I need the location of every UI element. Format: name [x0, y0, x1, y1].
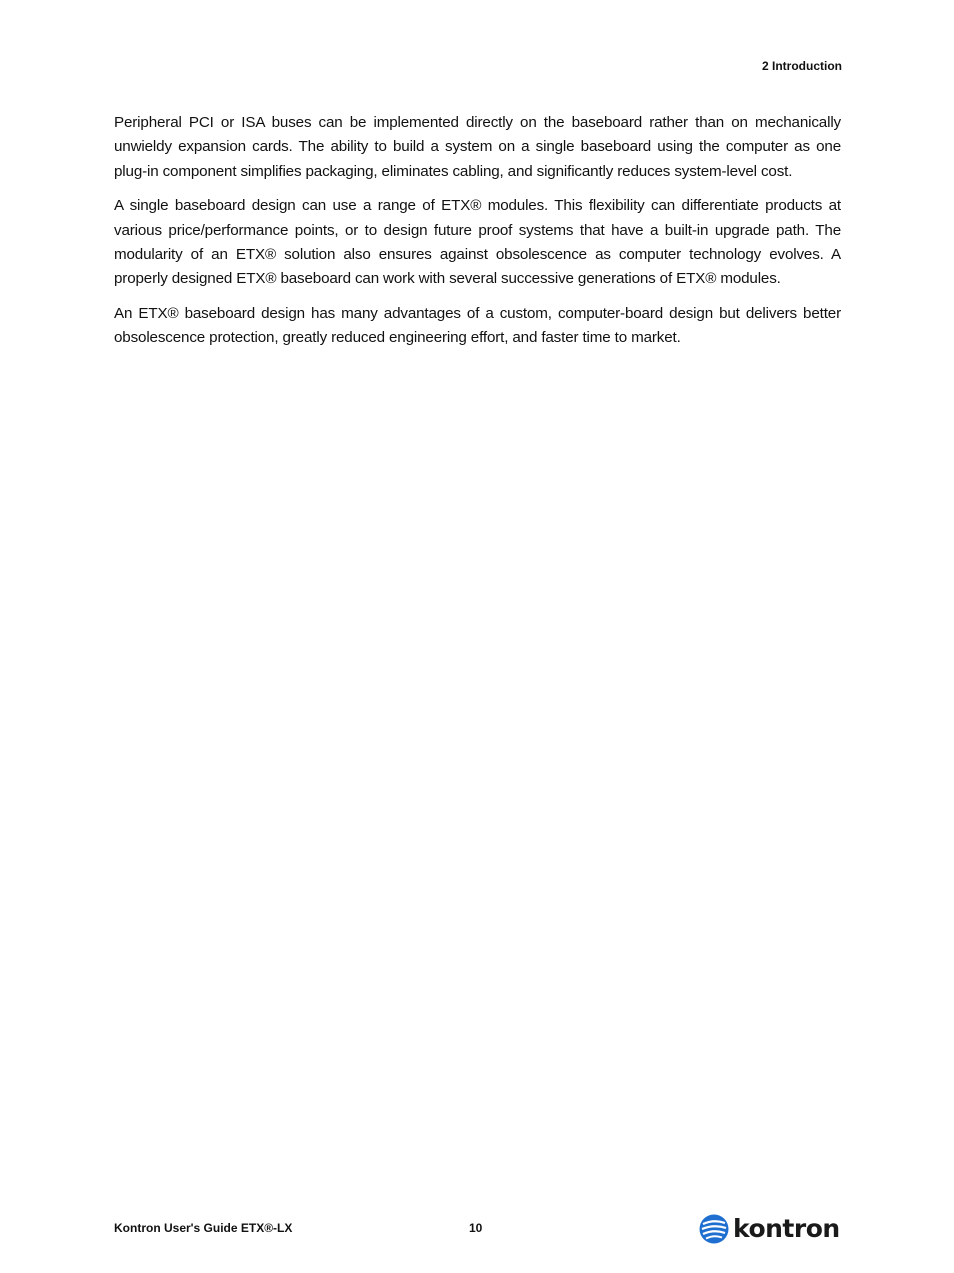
footer-guide-title: Kontron User's Guide ETX®-LX — [114, 1221, 293, 1235]
kontron-logo — [699, 1213, 840, 1245]
kontron-logo-icon — [699, 1214, 729, 1244]
page-header-section: 2 Introduction — [762, 59, 842, 73]
body-content — [114, 111, 841, 361]
kontron-logo-wordmark: kontron — [733, 1214, 840, 1243]
paragraph-2: A single baseboard design can use a range of ETX® modules. This flexibility can differentiate products at various price/performance points, or to design future proof systems that have a built-in upgrade path. The modularity of an ETX® solution also ensures against obsolescence as computer technology evolves. A properly designed ETX® baseboard can work with several successive generations of ETX® modules. — [114, 197, 841, 288]
footer-page-number: 10 — [469, 1221, 483, 1235]
paragraph-1: Peripheral PCI or ISA buses can be implemented directly on the baseboard rather than on mechanically unwieldy expansion cards. The ability to build a system on a single baseboard using the computer as one plug-in component simplifies packaging, eliminates cabling, and significantly reduces system-level cost. — [114, 114, 841, 180]
paragraph-3: An ETX® baseboard design has many advantages of a custom, computer-board design but delivers better obsolescence protection, greatly reduced engineering effort, and faster time to market. — [114, 304, 841, 347]
